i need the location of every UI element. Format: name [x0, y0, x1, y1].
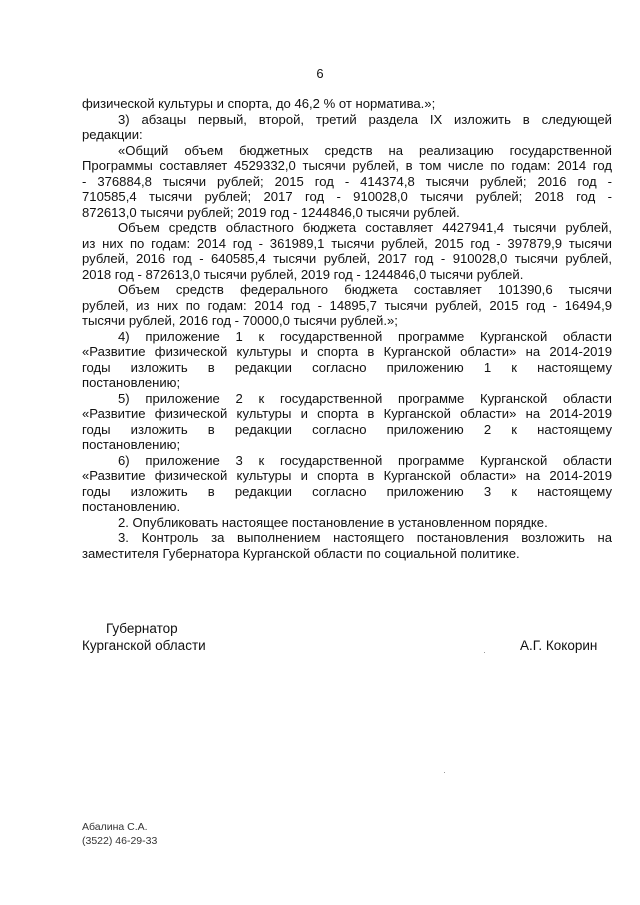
text-line: годы изложить в редакции согласно приложению 3 к настоящему: [82, 483, 612, 499]
text-line: тысячи рублей, 2016 год - 70000,0 тысячи рублей.»;: [82, 313, 398, 328]
text-line: - 376884,8 тысячи рублей; 2015 год - 414374,8 тысячи рублей; 2016 год -: [82, 173, 612, 189]
text-line: рублей, 2016 год - 640585,4 тысячи рублей, 2017 год - 910028,0 тысячи рублей,: [82, 251, 612, 266]
executor-phone: (3522) 46-29-33: [82, 835, 158, 847]
text-line: Программы составляет 4529332,0 тысячи рублей, в том числе по годам: 2014 год: [82, 158, 612, 173]
signature-name: А.Г. Кокорин: [520, 638, 598, 653]
text-line: «Развитие физической культуры и спорта в Курганской области» на 2014-2019: [82, 406, 612, 421]
executor-block: [82, 820, 157, 848]
text-line: «Общий объем бюджетных средств на реализацию государственной: [118, 142, 612, 158]
text-line: годы изложить в редакции согласно приложению 2 к настоящему: [82, 421, 612, 437]
text-line: 872613,0 тысячи рублей; 2019 год - 1244846,0 тысячи рублей.: [82, 204, 460, 220]
text-line: 3) абзацы первый, второй, третий раздела IX изложить в следующей: [118, 111, 612, 127]
text-line: 2. Опубликовать настоящее постановление в установленном порядке.: [118, 514, 548, 530]
text-line: постановлению;: [82, 437, 181, 452]
text-line: из них по годам: 2014 год - 361989,1 тысячи рублей, 2015 год - 397879,9 тысячи: [82, 235, 612, 251]
text-line: постановлению.: [82, 499, 181, 514]
text-line: заместителя Губернатора Курганской области по социальной политике.: [82, 545, 520, 561]
text-line: 3. Контроль за выполнением настоящего постановления возложить на: [118, 530, 612, 545]
scan-speck: [484, 652, 485, 653]
text-line: физической культуры и спорта, до 46,2 % от норматива.»;: [82, 96, 436, 111]
text-line: «Развитие физической культуры и спорта в Курганской области» на 2014-2019: [82, 468, 612, 483]
text-line: годы изложить в редакции согласно приложению 1 к настоящему: [82, 359, 612, 375]
text-line: 5) приложение 2 к государственной программе Курганской области: [118, 390, 612, 406]
text-line: 4) приложение 1 к государственной программе Курганской области: [118, 328, 612, 344]
text-line: рублей, из них по годам: 2014 год - 14895,7 тысячи рублей, 2015 год - 16494,9: [82, 297, 612, 313]
document-body: [82, 96, 612, 561]
text-line: 710585,4 тысячи рублей; 2017 год - 910028,0 тысячи рублей; 2018 год -: [82, 189, 612, 204]
scan-speck: [444, 772, 445, 773]
text-line: редакции:: [82, 127, 143, 142]
text-line: Объем средств федерального бюджета составляет 101390,6 тысячи: [118, 282, 612, 297]
text-line: Объем средств областного бюджета составляет 4427941,4 тысячи рублей,: [118, 220, 612, 235]
text-line: 6) приложение 3 к государственной программе Курганской области: [118, 452, 612, 468]
executor-name: Абалина С.А.: [82, 821, 148, 833]
text-line: «Развитие физической культуры и спорта в Курганской области» на 2014-2019: [82, 344, 612, 359]
signature-title-line2: Курганской области: [82, 638, 206, 653]
text-line: 2018 год - 872613,0 тысячи рублей, 2019 год - 1244846,0 тысячи рублей.: [82, 266, 524, 282]
page-number: 6: [316, 66, 324, 81]
signature-title-line1: Губернатор: [106, 621, 178, 636]
text-line: постановлению;: [82, 375, 181, 390]
